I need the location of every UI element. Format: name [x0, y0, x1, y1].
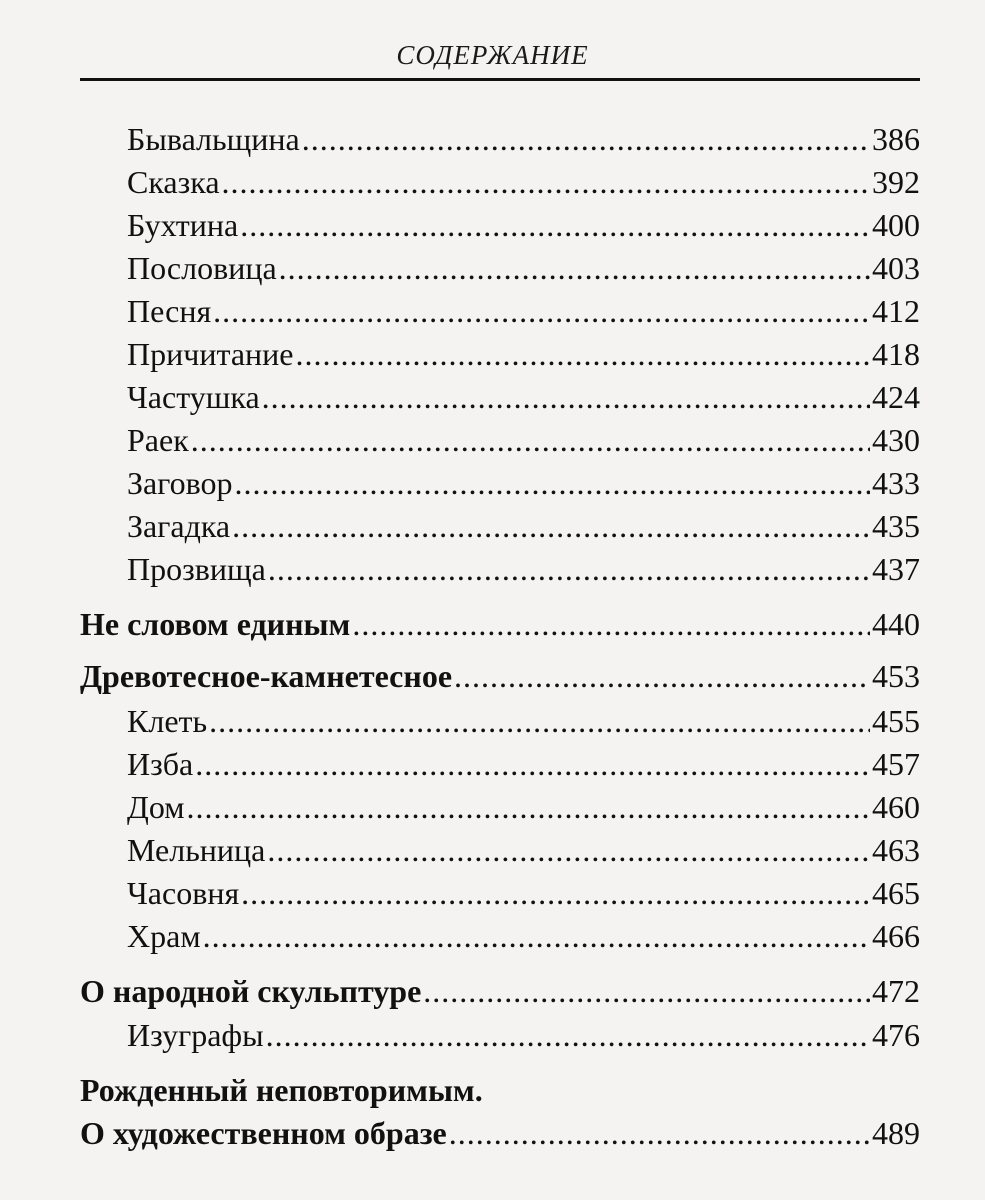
page-header: СОДЕРЖАНИЕ — [396, 40, 589, 70]
toc-entry — [127, 119, 920, 159]
toc-entry-title: Изба — [127, 746, 194, 782]
toc-entry — [127, 463, 920, 503]
toc-leader-dots — [267, 830, 870, 870]
toc-entry — [127, 291, 920, 331]
toc-entry-title: Пословица — [127, 250, 277, 286]
toc-leader-dots — [268, 549, 870, 589]
toc-entry-title: Часовня — [127, 875, 240, 911]
toc-entry-page: 392 — [872, 164, 920, 200]
toc-leader-dots — [186, 787, 870, 827]
toc-entry — [127, 377, 920, 417]
toc-section-page: 440 — [872, 606, 920, 642]
toc-entry-title: Сказка — [127, 164, 220, 200]
toc-leader-dots — [352, 604, 870, 644]
toc-entry-page: 433 — [872, 465, 920, 501]
toc-leader-dots — [262, 377, 870, 417]
toc-entry-title: Изуграфы — [127, 1017, 264, 1053]
toc-entry — [127, 701, 920, 741]
toc-leader-dots — [213, 291, 870, 331]
toc-entry-page: 465 — [872, 875, 920, 911]
toc-entry-page: 437 — [872, 551, 920, 587]
toc-entry-title: Причитание — [127, 336, 294, 372]
toc-entry-page: 424 — [872, 379, 920, 415]
toc-section-noleader — [80, 1070, 920, 1110]
toc-leader-dots — [423, 971, 870, 1011]
toc-entry-title: Загадка — [127, 508, 231, 544]
toc-entry — [127, 873, 920, 913]
toc-entry-title: Песня — [127, 293, 212, 329]
toc-section-title: Древотесное-камнетесное — [80, 658, 453, 694]
toc-section-page: 489 — [872, 1115, 920, 1151]
toc-entry-page: 386 — [872, 121, 920, 157]
toc-leader-dots — [241, 873, 870, 913]
toc-section-title: О художественном образе — [80, 1115, 447, 1151]
toc-leader-dots — [203, 916, 870, 956]
toc-entry-page: 476 — [872, 1017, 920, 1053]
toc-entry — [127, 1015, 920, 1055]
toc-section-page: 453 — [872, 658, 920, 694]
toc-leader-dots — [209, 701, 870, 741]
toc-entry-page: 466 — [872, 918, 920, 954]
toc-section-page: 472 — [872, 973, 920, 1009]
toc-entry-title: Бухтина — [127, 207, 239, 243]
toc-entry-page: 463 — [872, 832, 920, 868]
toc-entry-page: 455 — [872, 703, 920, 739]
toc-section — [80, 971, 920, 1011]
toc-entry-title: Мельница — [127, 832, 266, 868]
toc-entry — [127, 549, 920, 589]
toc-entry-page: 430 — [872, 422, 920, 458]
toc-entry-title: Дом — [127, 789, 185, 825]
toc-entry-page: 457 — [872, 746, 920, 782]
toc-section — [80, 604, 920, 644]
toc-leader-dots — [232, 506, 870, 546]
toc-leader-dots — [449, 1113, 870, 1153]
toc-entry-page: 400 — [872, 207, 920, 243]
toc-leader-dots — [279, 248, 870, 288]
toc-leader-dots — [191, 420, 870, 460]
toc-entry — [127, 205, 920, 245]
toc-entry — [127, 334, 920, 374]
toc-entry-page: 403 — [872, 250, 920, 286]
toc-leader-dots — [234, 463, 870, 503]
toc-entry — [127, 420, 920, 460]
toc-leader-dots — [302, 119, 870, 159]
toc-entry — [127, 506, 920, 546]
toc-entry — [127, 787, 920, 827]
toc-leader-dots — [195, 744, 870, 784]
toc-entry — [127, 162, 920, 202]
toc-entry — [127, 830, 920, 870]
toc-entry-title: Частушка — [127, 379, 260, 415]
toc-entry-title: Клеть — [127, 703, 208, 739]
toc-section — [80, 656, 920, 696]
toc-entry-page: 435 — [872, 508, 920, 544]
toc-leader-dots — [295, 334, 870, 374]
toc-entry — [127, 744, 920, 784]
toc-section — [80, 1113, 920, 1153]
toc-leader-dots — [266, 1015, 870, 1055]
toc-entry-title: Бывальщина — [127, 121, 300, 157]
toc-entry-page: 418 — [872, 336, 920, 372]
toc-entry-title: Прозвища — [127, 551, 266, 587]
toc-section-title: Не словом единым — [80, 606, 351, 642]
toc-section-title: О народной скульптуре — [80, 973, 422, 1009]
toc-leader-dots — [240, 205, 870, 245]
toc-leader-dots — [222, 162, 870, 202]
toc-entry-title: Раек — [127, 422, 189, 458]
toc-section-title: Рожденный неповторимым. — [80, 1072, 483, 1108]
toc-leader-dots — [454, 656, 870, 696]
toc-entry-page: 412 — [872, 293, 920, 329]
toc-entry-title: Заговор — [127, 465, 233, 501]
toc-entry — [127, 916, 920, 956]
toc-entry-page: 460 — [872, 789, 920, 825]
toc-entry — [127, 248, 920, 288]
toc-entry-title: Храм — [127, 918, 201, 954]
